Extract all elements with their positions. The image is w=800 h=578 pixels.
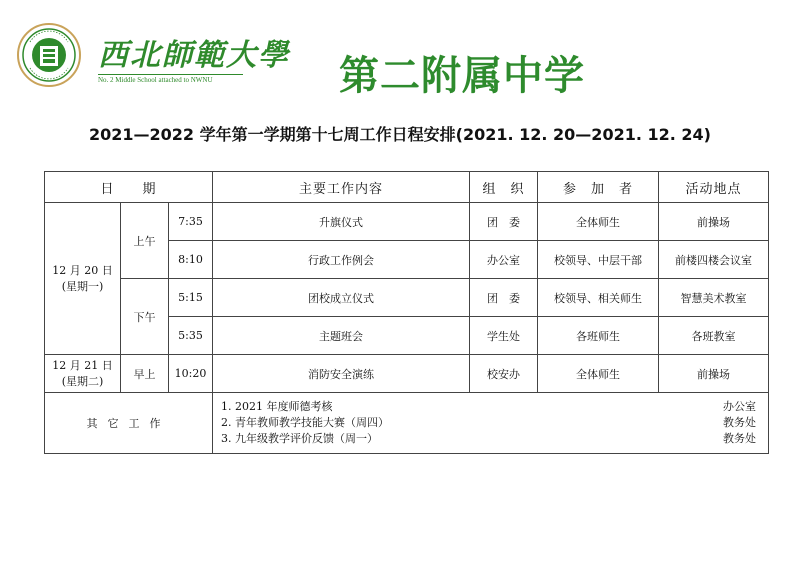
row-participants: 各班师生 xyxy=(538,317,659,355)
day2-date-cell xyxy=(45,355,121,393)
list-item xyxy=(221,431,756,447)
header-content: 主要工作内容 xyxy=(213,172,470,203)
row-org: 学生处 xyxy=(470,317,538,355)
day2-period: 早上 xyxy=(121,355,169,393)
row-content: 行政工作例会 xyxy=(213,241,470,279)
brand-divider xyxy=(98,74,243,75)
row-location: 前楼四楼会议室 xyxy=(659,241,769,279)
header-participants: 参 加 者 xyxy=(538,172,659,203)
day1-weekday: (星期一) xyxy=(61,279,104,293)
row-org: 办公室 xyxy=(470,241,538,279)
university-calligraphy: 西北師範大學 xyxy=(98,38,290,73)
other-item-text: 2. 青年教师教学技能大赛（周四） xyxy=(221,416,390,429)
school-header xyxy=(16,18,585,104)
row-content: 主题班会 xyxy=(213,317,470,355)
other-work-list xyxy=(213,393,769,454)
row-time: 10:20 xyxy=(169,355,213,393)
row-content: 团校成立仪式 xyxy=(213,279,470,317)
schedule-table xyxy=(44,171,769,454)
day1-morning: 上午 xyxy=(121,203,169,279)
row-org: 团 委 xyxy=(470,279,538,317)
table-header-row xyxy=(45,172,769,203)
list-item xyxy=(221,399,756,415)
day2-weekday: (星期二) xyxy=(61,374,104,388)
row-content: 升旗仪式 xyxy=(213,203,470,241)
table-row xyxy=(45,203,769,241)
other-item-text: 1. 2021 年度师德考核 xyxy=(221,400,333,413)
row-org: 团 委 xyxy=(470,203,538,241)
row-time: 5:35 xyxy=(169,317,213,355)
row-content: 消防安全演练 xyxy=(213,355,470,393)
header-org: 组 织 xyxy=(470,172,538,203)
row-location: 智慧美术教室 xyxy=(659,279,769,317)
day1-date: 12 月 20 日 xyxy=(52,263,113,277)
day1-afternoon: 下午 xyxy=(121,279,169,355)
other-work-label: 其它工作 xyxy=(45,393,213,454)
row-participants: 全体师生 xyxy=(538,203,659,241)
other-item-text: 3. 九年级教学评价反馈（周一） xyxy=(221,432,379,445)
list-item xyxy=(221,415,756,431)
day1-date-cell xyxy=(45,203,121,355)
school-english-name: No. 2 Middle School attached to NWNU xyxy=(98,76,213,84)
school-seal-logo xyxy=(16,22,82,88)
row-location: 前操场 xyxy=(659,355,769,393)
table-row xyxy=(45,355,769,393)
school-brand xyxy=(98,30,585,99)
other-work-row xyxy=(45,393,769,454)
row-participants: 全体师生 xyxy=(538,355,659,393)
row-participants: 校领导、中层干部 xyxy=(538,241,659,279)
row-location: 前操场 xyxy=(659,203,769,241)
row-participants: 校领导、相关师生 xyxy=(538,279,659,317)
other-item-dept: 教务处 xyxy=(723,416,757,429)
table-row xyxy=(45,279,769,317)
day2-date: 12 月 21 日 xyxy=(52,358,113,372)
row-time: 5:15 xyxy=(169,279,213,317)
document-title: 2021—2022 学年第一学期第十七周工作日程安排(2021. 12. 20—2021. 12. 24) xyxy=(89,125,711,144)
header-date: 日 期 xyxy=(45,172,213,203)
row-time: 8:10 xyxy=(169,241,213,279)
header-location: 活动地点 xyxy=(659,172,769,203)
row-time: 7:35 xyxy=(169,203,213,241)
row-org: 校安办 xyxy=(470,355,538,393)
school-name: 第二附属中学 xyxy=(339,53,585,99)
other-item-dept: 教务处 xyxy=(723,432,757,445)
other-item-dept: 办公室 xyxy=(723,400,757,413)
row-location: 各班教室 xyxy=(659,317,769,355)
